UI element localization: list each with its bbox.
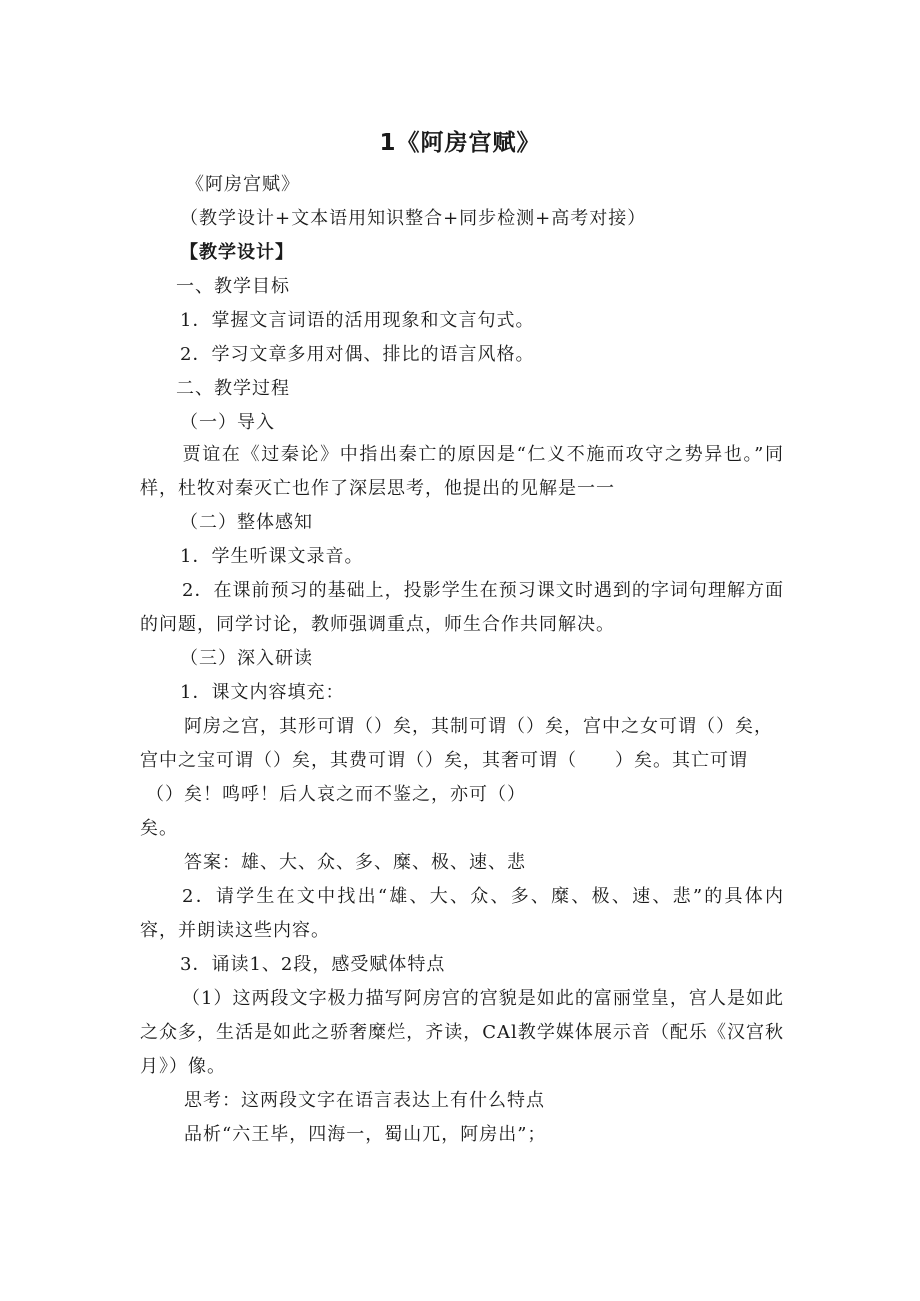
reading-item-1: 1．课文内容填充： bbox=[180, 682, 345, 703]
subheading-introduction: （一）导入 bbox=[180, 412, 275, 433]
paragraph-perception-item-2-text: 2．在课前预习的基础上，投影学生在预习课文时遇到的字词句理解方面的问题，同学讨论，教师强调重点，师生合作共同解决。 bbox=[140, 580, 784, 635]
question-line: 思考：这两段文字在语言表达上有什么特点 bbox=[184, 1090, 545, 1111]
goal-item-1: 1．掌握文言词语的活用现象和文言句式。 bbox=[180, 310, 535, 331]
paragraph-reading-item-3-1 bbox=[140, 982, 784, 1084]
subheading-overall-perception: （二）整体感知 bbox=[180, 512, 313, 533]
perception-item-1: 1．学生听课文录音。 bbox=[180, 546, 364, 567]
fill-blank-line-3: （）矣！鸣呼！后人哀之而不鉴之，亦可（） bbox=[146, 784, 526, 805]
answer-line: 答案：雄、大、众、多、糜、极、速、悲 bbox=[184, 852, 526, 873]
goal-item-2: 2．学习文章多用对偶、排比的语言风格。 bbox=[180, 344, 535, 365]
heading-teaching-goals: 一、教学目标 bbox=[176, 276, 290, 297]
paragraph-introduction bbox=[140, 438, 784, 506]
paragraph-reading-item-2-text: 2．请学生在文中找出“雄、大、众、多、糜、极、速、悲”的具体内容，并朗读这些内容。 bbox=[140, 886, 784, 941]
subtitle-description: （教学设计+文本语用知识整合+同步检测+高考对接） bbox=[180, 208, 647, 229]
paragraph-introduction-text: 贾谊在《过秦论》中指出秦亡的原因是“仁义不施而攻守之势异也。”同样，杜牧对秦灭亡也作了深层思考，他提出的见解是一一 bbox=[140, 444, 784, 499]
paragraph-reading-item-3-1-text: （1）这两段文字极力描写阿房宫的宫貌是如此的富丽堂皇，宫人是如此之众多，生活是如此之骄奢糜烂，齐读，CAl教学媒体展示音（配乐《汉宫秋月》）像。 bbox=[140, 988, 784, 1077]
heading-teaching-process: 二、教学过程 bbox=[176, 378, 290, 399]
paragraph-perception-item-2 bbox=[140, 574, 784, 642]
subheading-deep-reading: （三）深入研读 bbox=[180, 648, 313, 669]
reading-item-3: 3．诵读1、2段，感受赋体特点 bbox=[180, 954, 446, 975]
analysis-line: 品析“六王毕，四海一，蜀山兀，阿房出”； bbox=[184, 1124, 547, 1145]
subtitle-line: 《阿房宫赋》 bbox=[186, 174, 300, 195]
section-heading-teaching-design: 【教学设计】 bbox=[180, 242, 294, 263]
document-title: 1《阿房宫赋》 bbox=[379, 130, 541, 156]
fill-blank-line-4: 矣。 bbox=[140, 818, 178, 839]
paragraph-reading-item-2 bbox=[140, 880, 784, 948]
fill-blank-line-2: 宫中之宝可谓（）矣，其费可谓（）矣，其奢可谓（ ）矣。其亡可谓 bbox=[140, 750, 748, 771]
fill-blank-line-1: 阿房之宫，其形可谓（）矣，其制可谓（）矣，宫中之女可谓（）矣， bbox=[184, 716, 773, 737]
